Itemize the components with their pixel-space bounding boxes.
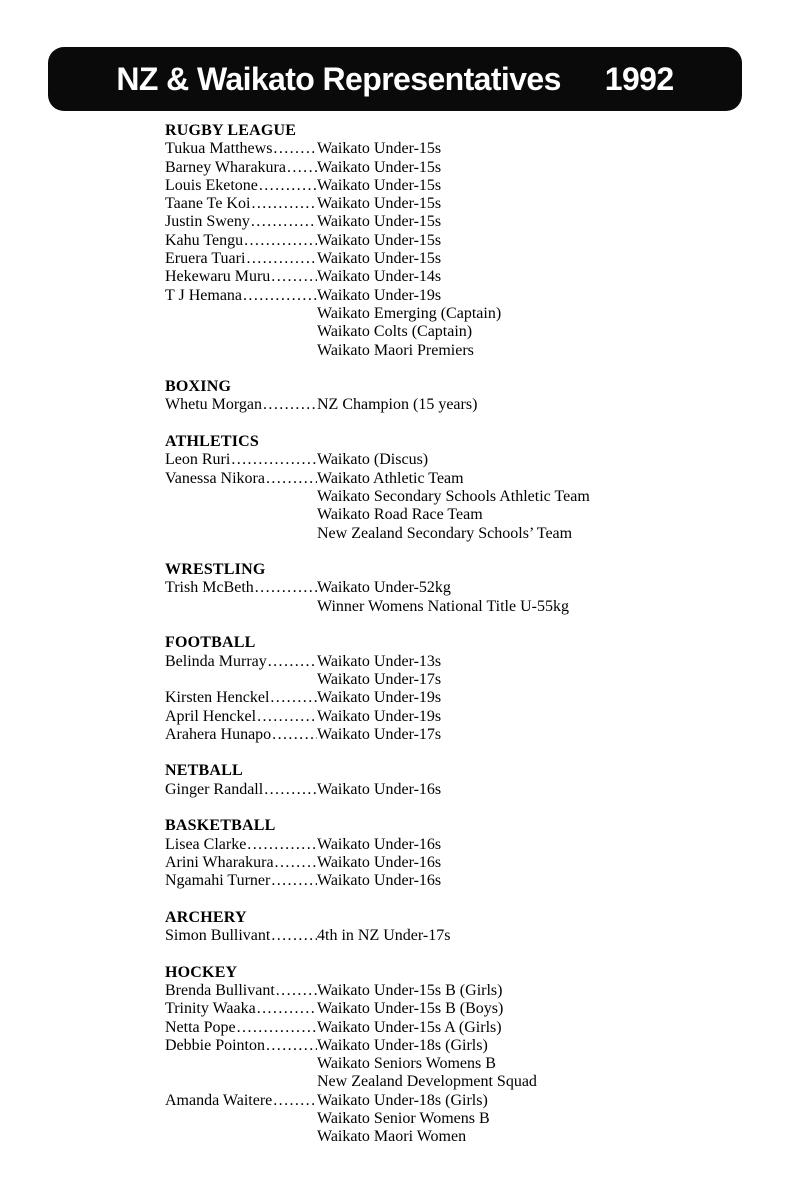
person-name-text: Netta Pope: [165, 1018, 236, 1036]
dot-leader: [246, 836, 317, 854]
entry-row: [165, 396, 740, 414]
person-name-text: Trinity Waaka: [165, 1000, 256, 1018]
person-name: [165, 726, 317, 744]
sport-heading: BOXING: [165, 378, 232, 396]
person-name-text: Arini Wharakura: [165, 853, 274, 871]
sport-heading: HOCKEY: [165, 963, 238, 981]
entry-row: [165, 342, 740, 360]
person-name: [165, 451, 317, 469]
sport-section: [165, 378, 740, 415]
entry-row: [165, 195, 740, 213]
person-name-text: Justin Sweny: [165, 213, 250, 231]
achievement: New Zealand Development Squad: [317, 1073, 537, 1091]
person-name-text: Trish McBeth: [165, 579, 254, 597]
entry-row: [165, 323, 740, 341]
title-banner: [48, 47, 742, 111]
sport-heading: BASKETBALL: [165, 817, 276, 835]
person-name: [165, 982, 317, 1000]
person-name-text: Ngamahi Turner: [165, 872, 271, 890]
achievement: Waikato Under-16s: [317, 872, 442, 890]
achievement: Waikato Emerging (Captain): [317, 304, 502, 322]
sport-heading: ARCHERY: [165, 908, 247, 926]
dot-leader: [286, 159, 317, 177]
dot-leader: [265, 1037, 317, 1055]
entry-row: [165, 470, 740, 488]
achievement: 4th in NZ Under-17s: [317, 927, 451, 945]
person-name: [165, 1000, 317, 1018]
achievement: Waikato Under-52kg: [317, 579, 451, 597]
entry-row: [165, 213, 740, 231]
person-name-text: T J Hemana: [165, 286, 243, 304]
entry-row: [165, 872, 740, 890]
entry-row: [165, 1019, 740, 1037]
entry-row: [165, 1092, 740, 1110]
entry-row: [165, 232, 740, 250]
achievement: Waikato Senior Womens B: [317, 1110, 490, 1128]
person-name: [165, 708, 317, 726]
person-name-text: Tukua Matthews: [165, 140, 273, 158]
person-name: [165, 927, 317, 945]
person-name-text: Amanda Waitere: [165, 1091, 273, 1109]
person-name-text: Leon Ruri: [165, 451, 231, 469]
achievement: Waikato Under-14s: [317, 268, 442, 286]
entry-row: [165, 451, 740, 469]
person-name: [165, 653, 317, 671]
sport-section: [165, 122, 740, 360]
sections-list: [165, 122, 740, 1165]
person-name: [165, 140, 317, 158]
achievement: Waikato Under-16s: [317, 835, 442, 853]
entry-row: [165, 653, 740, 671]
person-name: [165, 232, 317, 250]
achievement: Waikato Under-19s: [317, 286, 442, 304]
dot-leader: [258, 177, 317, 195]
person-name-text: Barney Wharakura: [165, 158, 286, 176]
dot-leader: [236, 1019, 317, 1037]
person-name-text: Whetu Morgan: [165, 396, 263, 414]
sport-heading: RUGBY LEAGUE: [165, 122, 297, 139]
person-name: [165, 1019, 317, 1037]
entry-row: [165, 579, 740, 597]
sport-heading: WRESTLING: [165, 561, 266, 579]
dot-leader: [269, 689, 317, 707]
person-name-text: Louis Eketone: [165, 176, 258, 194]
dot-leader: [245, 250, 317, 268]
dot-leader: [270, 268, 317, 286]
person-name-text: Arahera Hunapo: [165, 725, 272, 743]
page-year: 1992: [604, 60, 674, 97]
person-name: [165, 872, 317, 890]
entry-row: [165, 1110, 740, 1128]
person-name-text: Eruera Tuari: [165, 250, 246, 268]
person-name-text: Simon Bullivant: [165, 927, 271, 945]
dot-leader: [250, 195, 317, 213]
entry-row: [165, 708, 740, 726]
achievement: Waikato Under-15s: [317, 158, 442, 176]
achievement: New Zealand Secondary Schools’ Team: [317, 524, 573, 542]
achievement: NZ Champion (15 years): [317, 396, 478, 414]
achievement: Winner Womens National Title U-55kg: [317, 597, 569, 615]
dot-leader: [243, 232, 317, 250]
person-name-text: Kahu Tengu: [165, 231, 244, 249]
achievement: Waikato Under-15s: [317, 213, 442, 231]
entry-row: [165, 1128, 740, 1146]
entry-row: [165, 726, 740, 744]
achievement: Waikato (Discus): [317, 451, 429, 469]
person-name-text: Kirsten Henckel: [165, 689, 270, 707]
entry-row: [165, 250, 740, 268]
achievement: Waikato Colts (Captain): [317, 323, 473, 341]
entry-row: [165, 1055, 740, 1073]
person-name: [165, 195, 317, 213]
dot-leader: [242, 287, 317, 305]
person-name-text: Debbie Pointon: [165, 1036, 265, 1054]
sport-section: [165, 909, 740, 946]
achievement: Waikato Seniors Womens B: [317, 1055, 496, 1073]
entry-row: [165, 140, 740, 158]
achievement: Waikato Under-13s: [317, 652, 442, 670]
dot-leader: [263, 781, 317, 799]
entry-row: [165, 671, 740, 689]
entry-row: [165, 1073, 740, 1091]
achievement: Waikato Under-16s: [317, 780, 442, 798]
entry-row: [165, 287, 740, 305]
achievement: Waikato Road Race Team: [317, 506, 483, 524]
sport-section: [165, 762, 740, 799]
entry-row: [165, 305, 740, 323]
entry-row: [165, 927, 740, 945]
dot-leader: [274, 854, 317, 872]
person-name: [165, 579, 317, 597]
person-name: [165, 854, 317, 872]
achievement: Waikato Under-16s: [317, 853, 442, 871]
sport-section: [165, 634, 740, 744]
person-name-text: Taane Te Koi: [165, 195, 251, 213]
entry-row: [165, 854, 740, 872]
entry-row: [165, 836, 740, 854]
dot-leader: [250, 213, 317, 231]
person-name: [165, 781, 317, 799]
dot-leader: [275, 982, 317, 1000]
achievement: Waikato Maori Premiers: [317, 341, 474, 359]
sport-heading: FOOTBALL: [165, 634, 256, 652]
dot-leader: [230, 451, 317, 469]
achievement: Waikato Under-15s: [317, 250, 442, 268]
person-name-text: April Henckel: [165, 707, 257, 725]
person-name: [165, 836, 317, 854]
achievement: Waikato Under-19s: [317, 689, 442, 707]
sport-section: [165, 561, 740, 616]
achievement: Waikato Under-15s B (Boys): [317, 1000, 504, 1018]
entry-row: [165, 268, 740, 286]
sport-section: [165, 817, 740, 890]
entry-row: [165, 689, 740, 707]
person-name-text: Belinda Murray: [165, 652, 267, 670]
entry-row: [165, 159, 740, 177]
achievement: Waikato Maori Women: [317, 1128, 467, 1146]
achievement: Waikato Under-15s: [317, 231, 442, 249]
achievement: Waikato Under-17s: [317, 725, 442, 743]
achievement: Waikato Under-15s A (Girls): [317, 1018, 502, 1036]
person-name: [165, 689, 317, 707]
achievement: Waikato Under-18s (Girls): [317, 1091, 488, 1109]
sport-heading: NETBALL: [165, 762, 243, 780]
entry-row: [165, 1000, 740, 1018]
person-name: [165, 1037, 317, 1055]
entry-row: [165, 506, 740, 524]
entry-row: [165, 525, 740, 543]
entry-row: [165, 177, 740, 195]
sport-heading: ATHLETICS: [165, 433, 259, 451]
person-name-text: Vanessa Nikora: [165, 469, 265, 487]
person-name: [165, 213, 317, 231]
dot-leader: [256, 1000, 317, 1018]
achievement: Waikato Athletic Team: [317, 469, 464, 487]
achievement: Waikato Under-15s: [317, 140, 442, 158]
dot-leader: [267, 653, 317, 671]
dot-leader: [272, 1092, 317, 1110]
dot-leader: [254, 579, 317, 597]
achievement: Waikato Secondary Schools Athletic Team: [317, 487, 590, 505]
dot-leader: [272, 140, 317, 158]
person-name: [165, 1092, 317, 1110]
entry-row: [165, 598, 740, 616]
person-name: [165, 287, 317, 305]
achievement: Waikato Under-15s: [317, 176, 442, 194]
achievement: Waikato Under-15s: [317, 195, 442, 213]
page-title: NZ & Waikato Representatives: [116, 60, 561, 97]
entry-row: [165, 781, 740, 799]
person-name: [165, 159, 317, 177]
entry-row: [165, 488, 740, 506]
person-name: [165, 470, 317, 488]
person-name-text: Brenda Bullivant: [165, 981, 275, 999]
person-name-text: Hekewaru Muru: [165, 268, 271, 286]
dot-leader: [270, 927, 317, 945]
dot-leader: [262, 396, 317, 414]
dot-leader: [270, 872, 317, 890]
entry-row: [165, 1037, 740, 1055]
person-name: [165, 250, 317, 268]
dot-leader: [256, 708, 317, 726]
person-name-text: Ginger Randall: [165, 780, 264, 798]
sport-section: [165, 964, 740, 1147]
dot-leader: [271, 726, 317, 744]
achievement: Waikato Under-17s: [317, 670, 442, 688]
entry-row: [165, 982, 740, 1000]
person-name: [165, 268, 317, 286]
dot-leader: [265, 470, 317, 488]
sport-section: [165, 433, 740, 543]
person-name: [165, 396, 317, 414]
achievement: Waikato Under-15s B (Girls): [317, 981, 503, 999]
person-name: [165, 177, 317, 195]
achievement: Waikato Under-18s (Girls): [317, 1036, 488, 1054]
person-name-text: Lisea Clarke: [165, 835, 247, 853]
achievement: Waikato Under-19s: [317, 707, 442, 725]
